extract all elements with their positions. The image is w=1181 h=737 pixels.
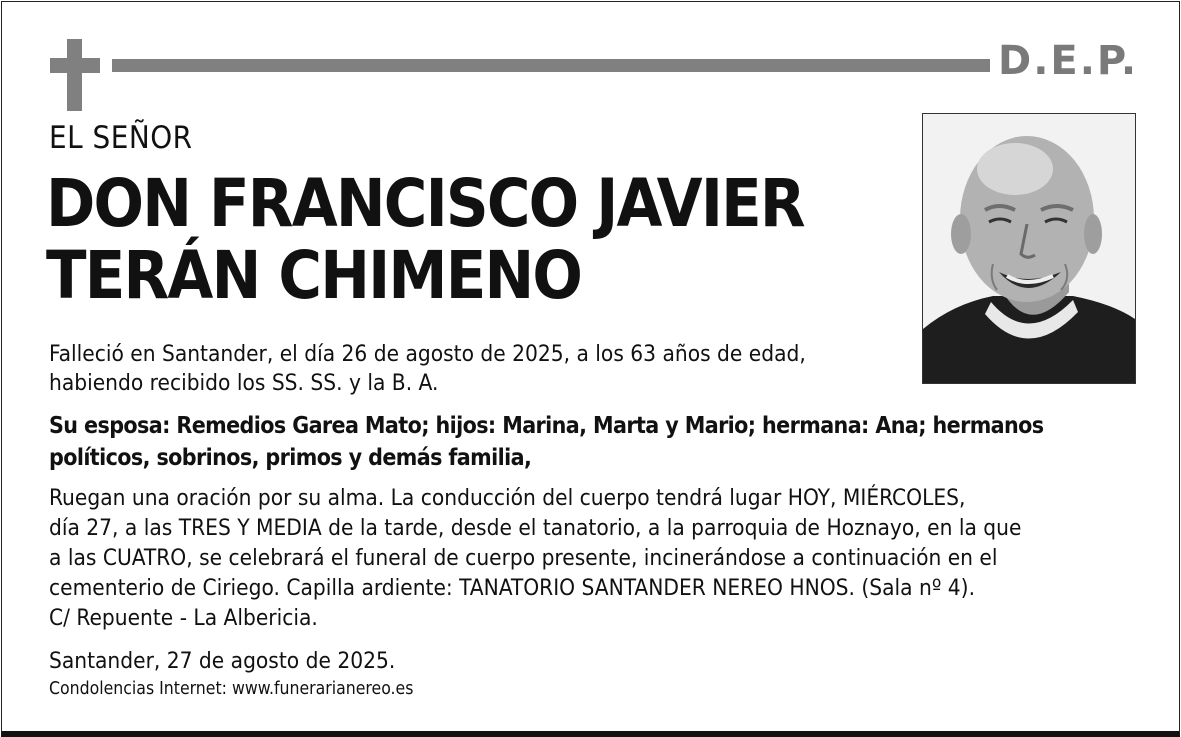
death-line-1: Falleció en Santander, el día 26 de agosto de 2025, a los 63 años de edad, [49,341,806,367]
family-list [49,410,1139,474]
cross-icon [50,39,100,111]
death-line-2: habiendo recibido los SS. SS. y la B. A. [49,370,439,396]
death-details [49,340,806,398]
body-line: cementerio de Ciriego. Capilla ardiente: TANATORIO SANTANDER NEREO HNOS. (Sala nº 4). [49,575,976,601]
body-line: C/ Repuente - La Albericia. [49,605,318,631]
name-line-1: DON FRANCISCO JAVIER [46,165,804,242]
family-line-2: políticos, sobrinos, primos y demás familia, [49,445,532,471]
dep-label: D.E.P. [998,38,1139,84]
title-prefix: EL SEÑOR [49,120,193,156]
notice-date: Santander, 27 de agosto de 2025. [49,648,396,674]
body-line: Ruegan una oración por su alma. La conducción del cuerpo tendrá lugar HOY, MIÉRCOLES, [49,485,966,511]
portrait-image [923,114,1135,383]
ceremony-details [49,483,1149,633]
obituary-notice [1,1,1180,737]
body-line: a las CUATRO, se celebrará el funeral de cuerpo presente, incinerándose a continuación en el [49,545,998,571]
family-line-1: Su esposa: Remedios Garea Mato; hijos: Marina, Marta y Mario; hermana: Ana; hermanos [49,413,1044,439]
portrait-photo [922,113,1136,384]
condolences-line: Condolencias Internet: www.funerarianereo.es [49,679,414,699]
body-line: día 27, a las TRES Y MEDIA de la tarde, desde el tanatorio, a la parroquia de Hoznayo, en la que [49,515,1022,541]
deceased-name [46,165,804,314]
header-rule [112,59,990,72]
name-line-2: TERÁN CHIMENO [46,237,582,314]
